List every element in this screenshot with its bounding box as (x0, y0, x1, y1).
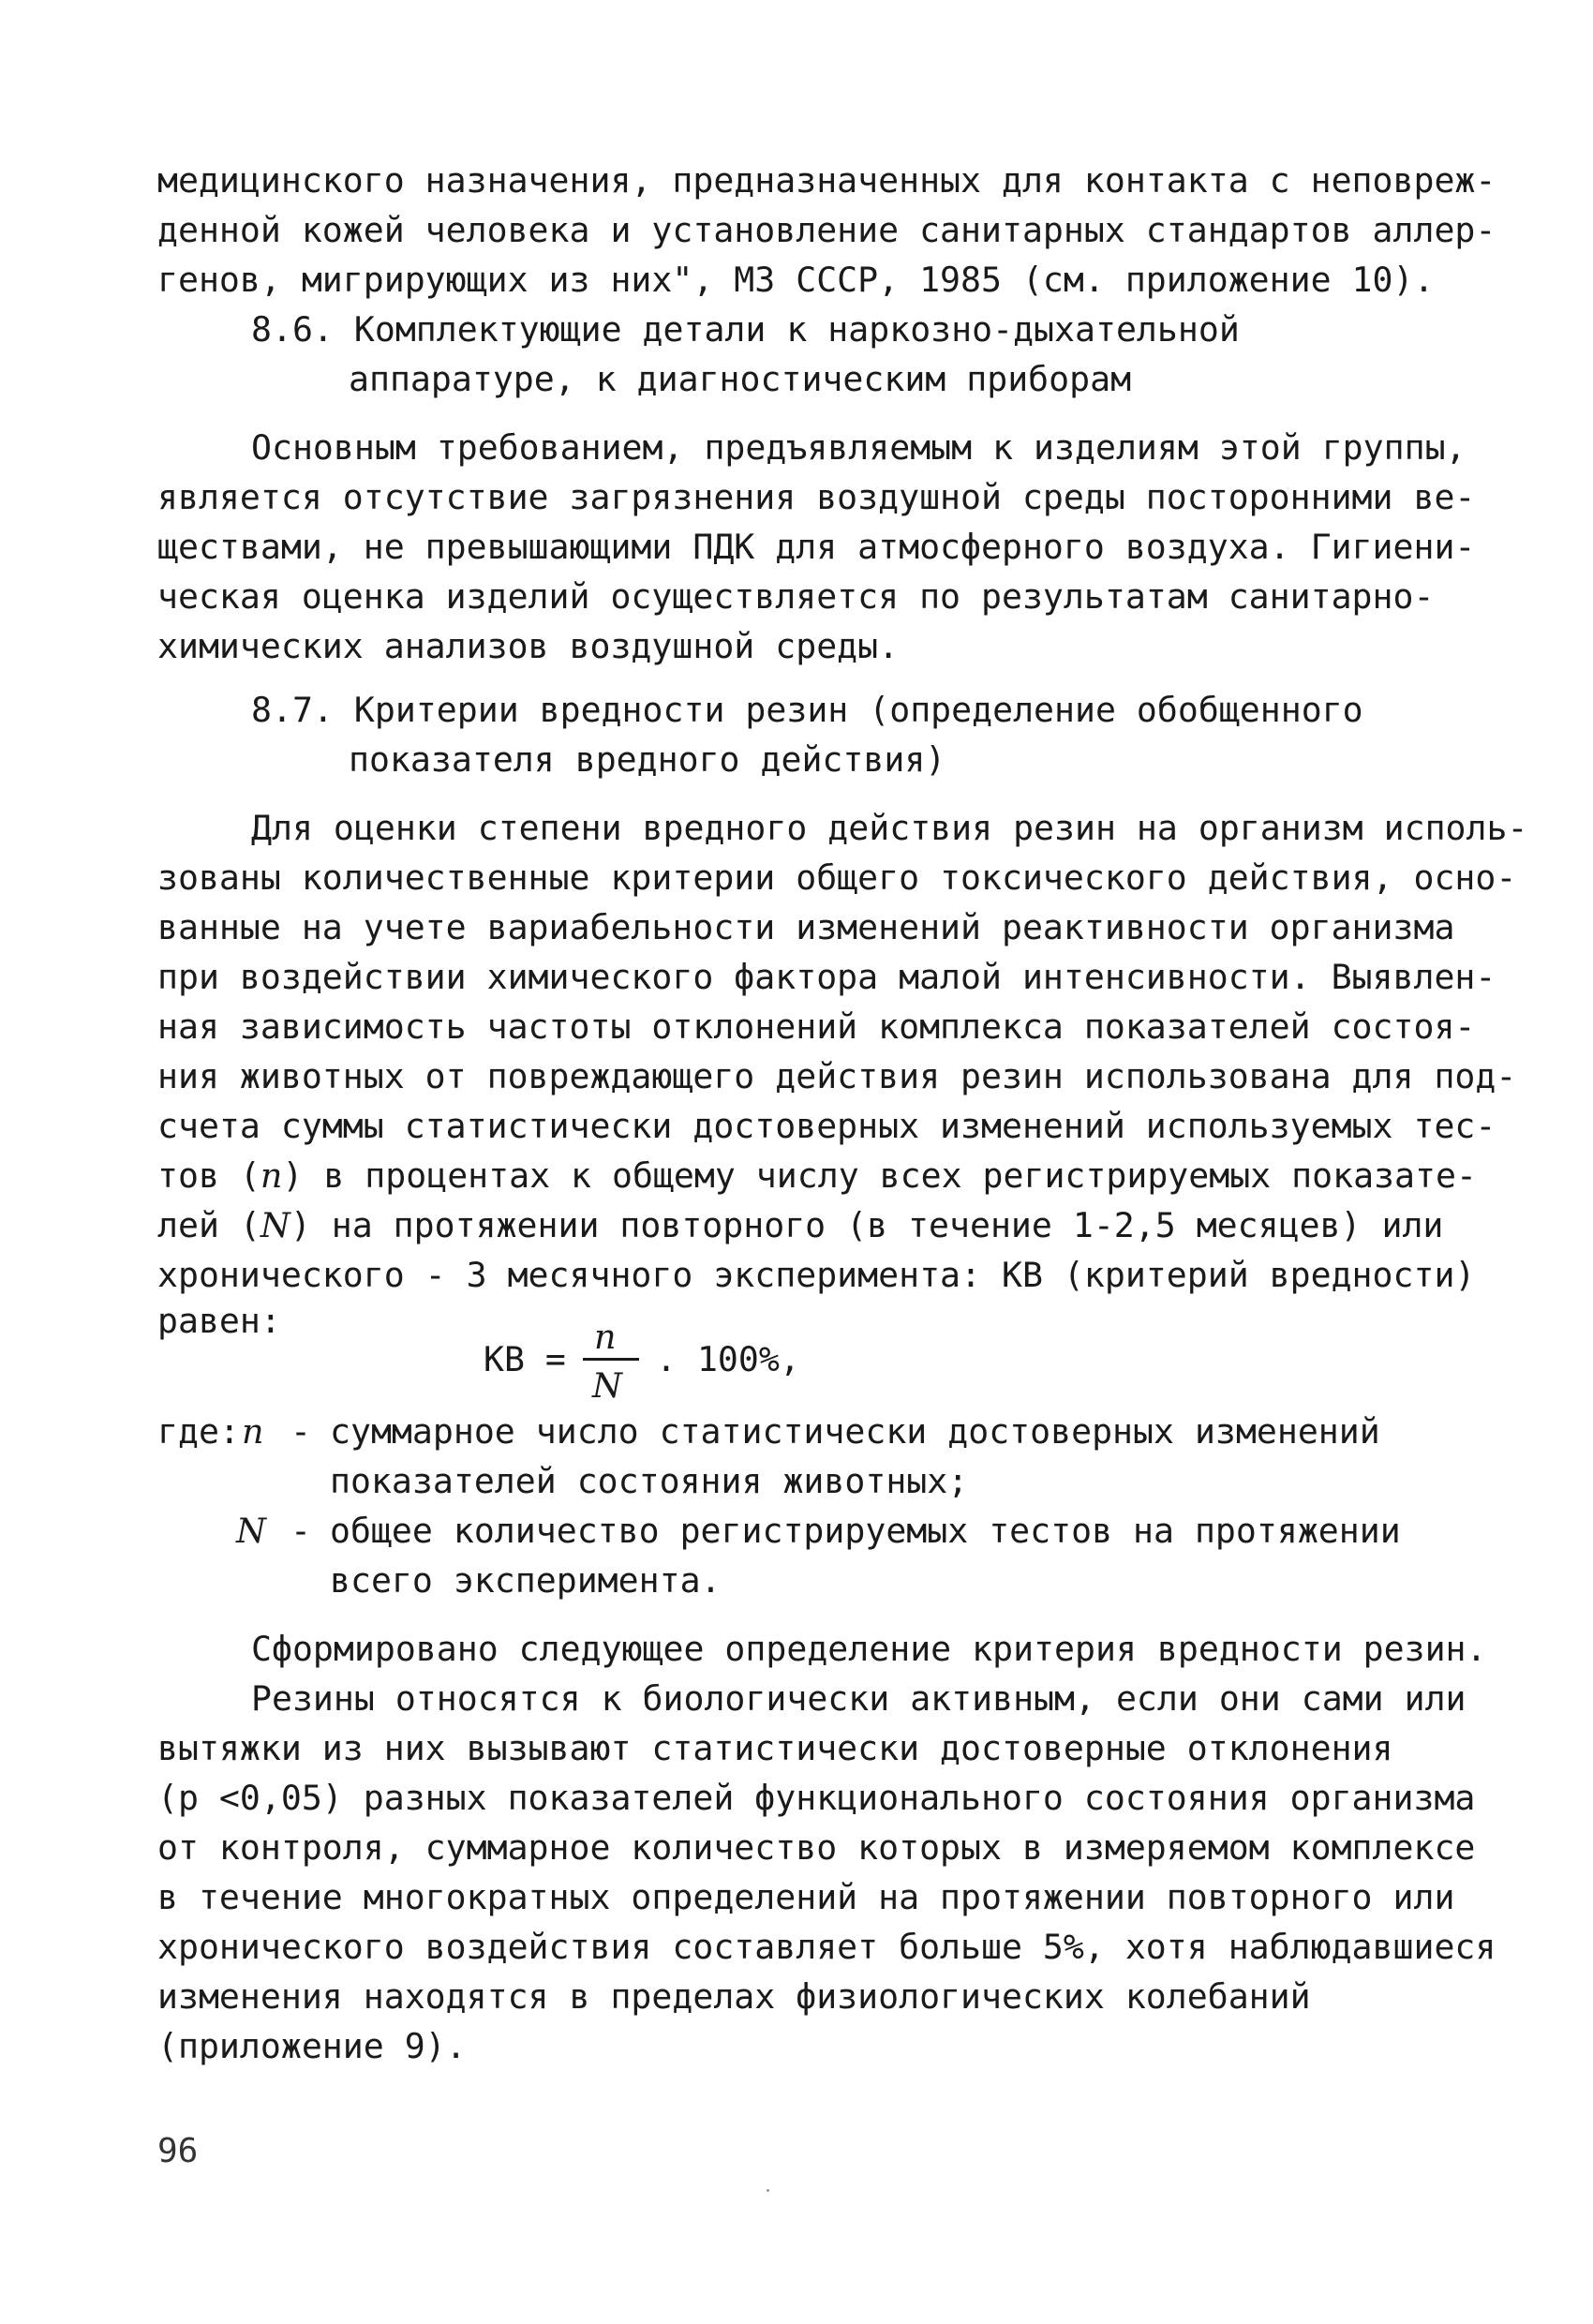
text-line (157, 1155, 1477, 1196)
symbol-n: n (260, 1155, 283, 1196)
text-line: Сформировано следующее определение критерия вредности резин. (251, 1629, 1487, 1669)
text-line: хронического - 3 месячного эксперимента: КВ (критерий вредности) (157, 1255, 1476, 1295)
legend-symbol-N: N (236, 1511, 266, 1551)
text-line: в течение многократных определений на протяжении повторного или (157, 1877, 1455, 1917)
text-line: ная зависимость частоты отклонений комплекса показателей состоя- (157, 1006, 1476, 1047)
legend-text: всего эксперимента. (330, 1560, 722, 1601)
text-fragment: ) в процентах к общему числу всех регистрируемых показате- (282, 1155, 1477, 1196)
legend-text: показателей состояния животных; (330, 1461, 969, 1501)
section-heading: аппаратуре, к диагностическим приборам (349, 359, 1132, 399)
page-number: 96 (157, 2132, 199, 2170)
formula-denominator: N (592, 1365, 622, 1406)
formula-numerator: n (594, 1317, 617, 1357)
text-fragment: тов ( (157, 1155, 261, 1196)
text-line: ния животных от повреждающего действия резин использована для под- (157, 1056, 1517, 1096)
text-line: при воздействии химического фактора малой интенсивности. Выявлен- (157, 957, 1496, 997)
text-line: изменения находятся в пределах физиологических колебаний (157, 1976, 1311, 2017)
text-line: от контроля, суммарное количество которых в измеряемом комплексе (157, 1827, 1476, 1868)
text-line: ществами, не превышающими ПДК для атмосферного воздуха. Гигиени- (157, 527, 1476, 567)
text-line: химических анализов воздушной среды. (157, 626, 900, 666)
text-line: (р <0,05) разных показателей функционального состояния организма (157, 1778, 1476, 1818)
fraction-bar (583, 1358, 639, 1361)
text-line: денной кожей человека и установление санитарных стандартов аллер- (157, 210, 1496, 250)
text-line: хронического воздействия составляет больше 5%, хотя наблюдавшиеся (157, 1927, 1496, 1967)
text-line: генов, мигрирующих из них", МЗ СССР, 1985 (см. приложение 10). (157, 260, 1435, 300)
text-line: равен: (157, 1301, 281, 1341)
text-line: ванные на учете вариабельности изменений реактивности организма (157, 907, 1455, 947)
section-heading: 8.7. Критерии вредности резин (определение обобщенного (251, 690, 1363, 730)
text-line: (приложение 9). (157, 2026, 467, 2066)
legend-dash: - (290, 1511, 311, 1551)
text-line: зованы количественные критерии общего токсического действия, осно- (157, 857, 1517, 898)
section-heading: показателя вредного действия) (349, 739, 946, 780)
scan-speck (767, 2189, 769, 2192)
text-line: медицинского назначения, предназначенных для контакта с неповреж- (157, 160, 1496, 201)
text-line (157, 1205, 1444, 1245)
text-line: счета суммы статистически достоверных изменений используемых тес- (157, 1106, 1496, 1146)
legend-text: суммарное число статистически достоверных изменений (330, 1411, 1380, 1452)
formula-rhs: . 100%, (656, 1339, 800, 1379)
text-fragment: лей ( (157, 1205, 261, 1245)
legend-symbol-n: n (242, 1411, 264, 1452)
legend-dash: - (290, 1411, 311, 1452)
text-fragment: ) на протяжении повторного (в течение 1-2,5 месяцев) или (290, 1205, 1444, 1245)
text-line: ческая оценка изделий осуществляется по результатам санитарно- (157, 576, 1435, 617)
text-line: Для оценки степени вредного действия резин на организм исполь- (251, 808, 1528, 848)
text-line: Основным требованием, предъявляемым к изделиям этой группы, (251, 427, 1466, 468)
formula-lhs: КВ = (484, 1339, 566, 1379)
text-line: вытяжки из них вызывают статистически достоверные отклонения (157, 1728, 1393, 1768)
legend-where: где: (157, 1411, 240, 1452)
text-line: Резины относятся к биологически активным, если они сами или (251, 1678, 1466, 1719)
text-line: является отсутствие загрязнения воздушной среды посторонними ве- (157, 477, 1476, 517)
symbol-N: N (260, 1205, 290, 1245)
section-heading: 8.6. Комплектующие детали к наркозно-дыхательной (251, 309, 1240, 350)
legend-text: общее количество регистрируемых тестов на протяжении (330, 1511, 1401, 1551)
